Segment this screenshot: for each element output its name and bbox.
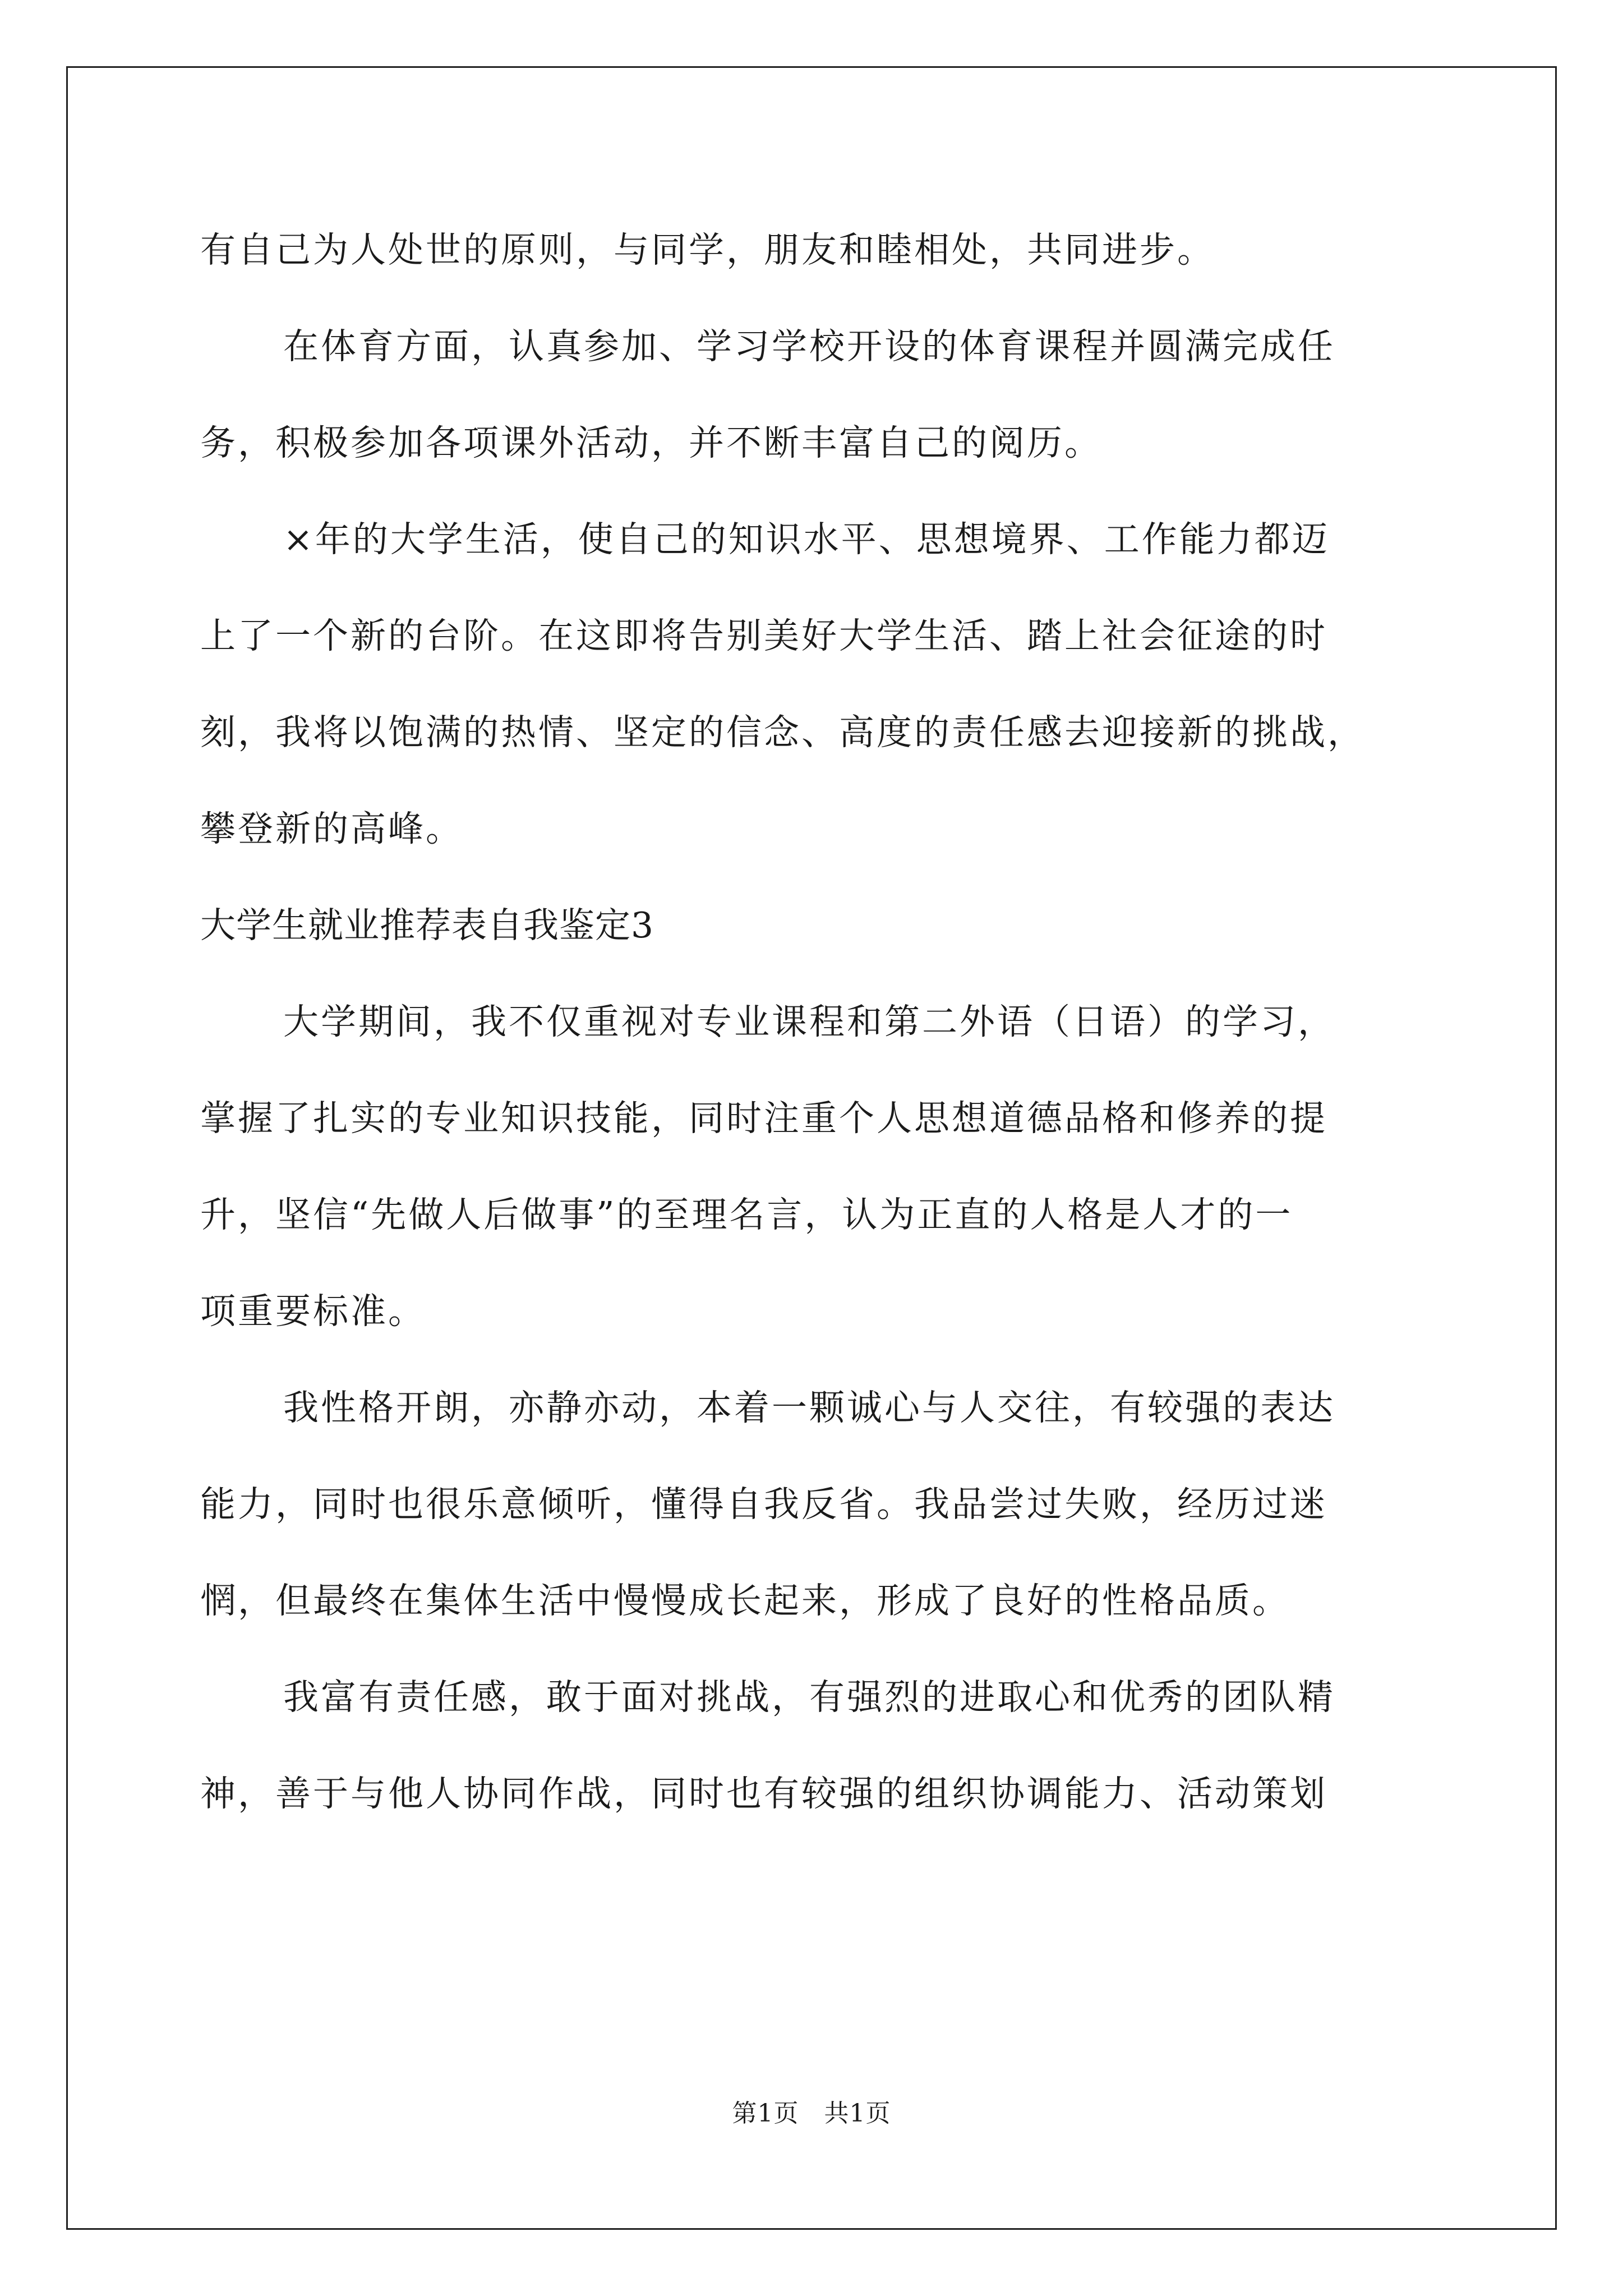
document-body <box>200 202 1434 1842</box>
page-footer: 第1页 共1页 <box>732 2099 891 2128</box>
paragraph-line: 大学期间，我不仅重视对专业课程和第二外语（日语）的学习， <box>283 1001 1335 1042</box>
paragraph-line: 攀登新的高峰。 <box>200 808 463 849</box>
section-heading: 大学生就业推荐表自我鉴定3 <box>200 905 654 946</box>
paragraph-line: 我富有责任感，敢于面对挑战，有强烈的进取心和优秀的团队精 <box>283 1677 1335 1718</box>
paragraph-line: 我性格开朗，亦静亦动，本着一颗诚心与人交往，有较强的表达 <box>283 1387 1335 1428</box>
paragraph-line: 惘，但最终在集体生活中慢慢成长起来，形成了良好的性格品质。 <box>200 1580 1290 1621</box>
paragraph-line: 神，善于与他人协同作战，同时也有较强的组织协调能力、活动策划 <box>200 1773 1327 1814</box>
paragraph-line: ×年的大学生活，使自己的知识水平、思想境界、工作能力都迈 <box>283 519 1330 560</box>
paragraph-line: 掌握了扎实的专业知识技能，同时注重个人思想道德品格和修养的提 <box>200 1098 1327 1139</box>
paragraph-line: 项重要标准。 <box>200 1291 426 1332</box>
paragraph-line: 刻，我将以饱满的热情、坚定的信念、高度的责任感去迎接新的挑战， <box>200 712 1365 753</box>
paragraph-line: 升，坚信“先做人后做事”的至理名言，认为正直的人格是人才的一 <box>200 1194 1293 1235</box>
paragraph-line: 在体育方面，认真参加、学习学校开设的体育课程并圆满完成任 <box>283 326 1335 367</box>
paragraph-line: 能力，同时也很乐意倾听，懂得自我反省。我品尝过失败，经历过迷 <box>200 1484 1327 1525</box>
paragraph-line: 有自己为人处世的原则，与同学，朋友和睦相处，共同进步。 <box>200 229 1215 270</box>
paragraph-line: 上了一个新的台阶。在这即将告别美好大学生活、踏上社会征途的时 <box>200 615 1327 656</box>
paragraph-line: 务，积极参加各项课外活动，并不断丰富自己的阅历。 <box>200 422 1102 463</box>
